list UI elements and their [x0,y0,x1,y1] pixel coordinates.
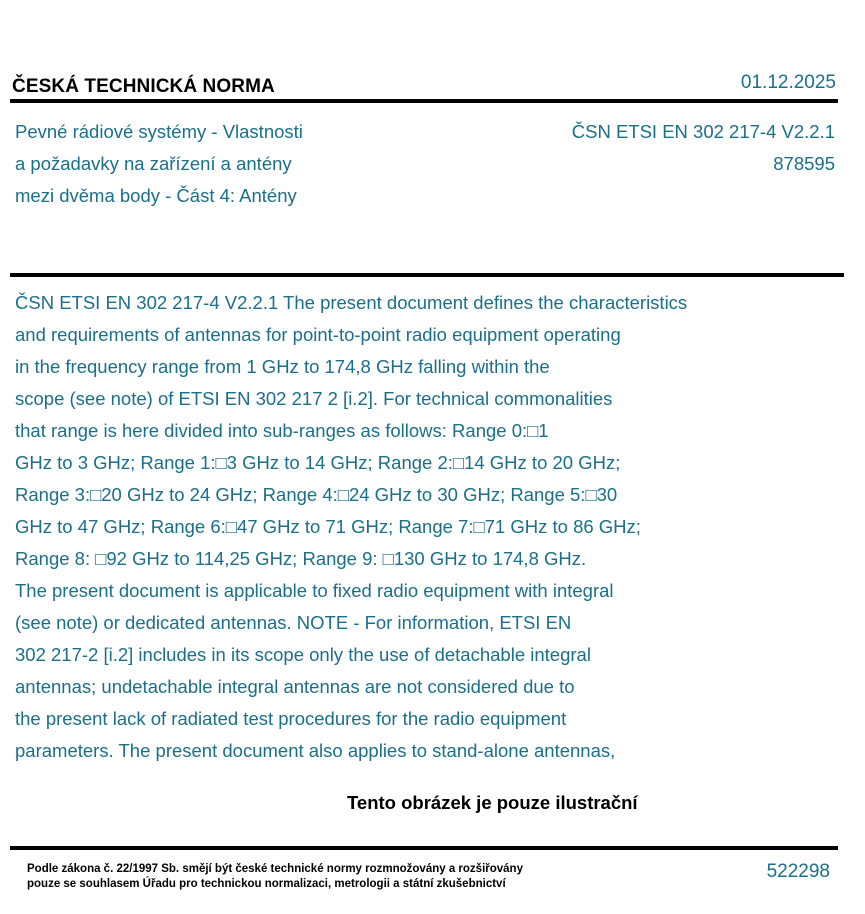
legal-line: Podle zákona č. 22/1997 Sb. smějí být české technické normy rozmnožovány a rozšiřovány [27,863,523,875]
abstract-line: GHz to 3 GHz; Range 1:□3 GHz to 14 GHz; Range 2:□14 GHz to 20 GHz; [15,452,621,473]
abstract-line: GHz to 47 GHz; Range 6:□47 GHz to 71 GHz; Range 7:□71 GHz to 86 GHz; [15,516,641,537]
title-line: mezi dvěma body - Část 4: Antény [15,185,297,206]
abstract-line: that range is here divided into sub-ranges as follows: Range 0:□1 [15,420,549,441]
title-line: a požadavky na zařízení a antény [15,153,292,174]
footer-number: 522298 [766,861,830,882]
footer-divider [10,846,838,850]
title-divider [10,273,844,277]
abstract-line: and requirements of antennas for point-to-point radio equipment operating [15,324,621,345]
abstract-line: parameters. The present document also applies to stand-alone antennas, [15,740,616,761]
document-identifier [572,116,835,180]
abstract-line: The present document is applicable to fixed radio equipment with integral [15,580,614,601]
standard-code: ČSN ETSI EN 302 217-4 V2.2.1 [571,121,835,142]
abstract-line: scope (see note) of ETSI EN 302 217 2 [i.2]. For technical commonalities [15,388,613,409]
norm-label: ČESKÁ TECHNICKÁ NORMA [12,76,275,97]
legal-line: pouze se souhlasem Úřadu pro technickou normalizaci, metrologii a státní zkušebnictví [27,878,506,890]
illustration-note: Tento obrázek je pouze ilustrační [347,792,638,813]
issue-date: 01.12.2025 [740,72,836,93]
legal-notice [27,862,523,892]
abstract-line: Range 3:□20 GHz to 24 GHz; Range 4:□24 GHz to 30 GHz; Range 5:□30 [15,484,618,505]
title-line: Pevné rádiové systémy - Vlastnosti [15,121,303,142]
abstract-line: 302 217-2 [i.2] includes in its scope only the use of detachable integral [15,644,591,665]
document-abstract [15,287,815,767]
abstract-line: Range 8: □92 GHz to 114,25 GHz; Range 9: □130 GHz to 174,8 GHz. [15,548,587,569]
abstract-line: (see note) or dedicated antennas. NOTE - For information, ETSI EN [15,612,572,633]
abstract-line: in the frequency range from 1 GHz to 174,8 GHz falling within the [15,356,550,377]
header-divider [10,99,838,103]
document-title [15,116,303,212]
abstract-line: antennas; undetachable integral antennas are not considered due to [15,676,575,697]
abstract-line: ČSN ETSI EN 302 217-4 V2.2.1 The present document defines the characteristics [15,292,688,313]
abstract-line: the present lack of radiated test procedures for the radio equipment [15,708,567,729]
catalog-number: 878595 [773,153,835,174]
